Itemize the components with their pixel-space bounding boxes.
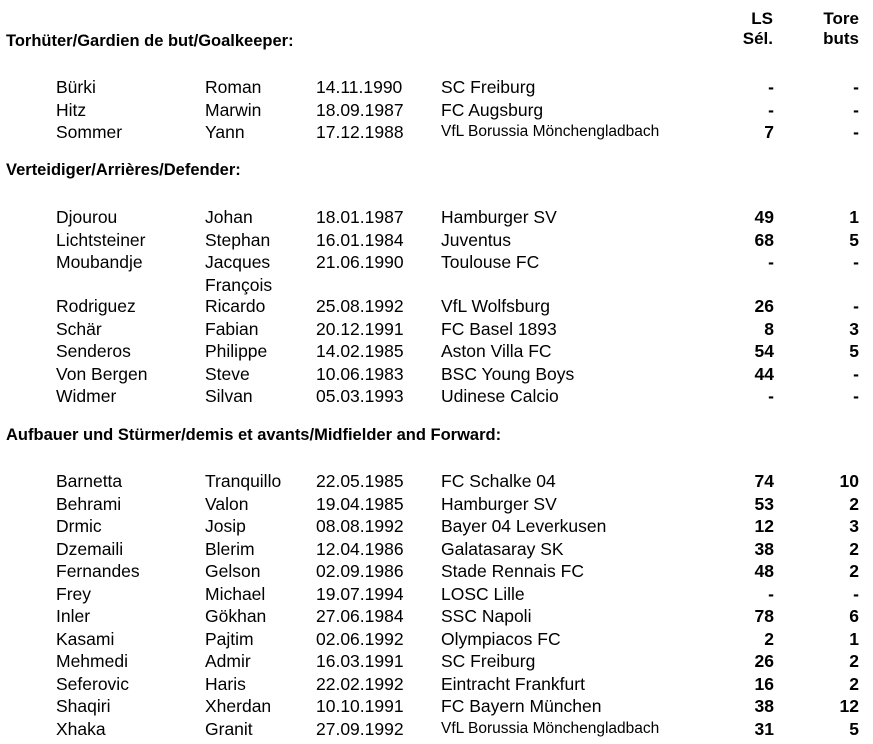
player-last-name: Shaqiri: [56, 696, 111, 716]
player-goals: 5: [849, 341, 859, 361]
player-row: [0, 76, 873, 98]
player-row: [0, 229, 873, 251]
player-club: Juventus: [441, 230, 512, 250]
player-goals: -: [853, 77, 859, 97]
goals-header-line1: Tore: [823, 9, 859, 28]
player-first-name: Jacques: [205, 252, 271, 272]
player-caps: 48: [754, 561, 774, 581]
player-caps: 68: [754, 230, 774, 250]
player-last-name: Lichtsteiner: [56, 230, 146, 250]
player-last-name: Moubandje: [56, 252, 143, 272]
player-first-name: Xherdan: [205, 696, 272, 716]
goals-column-header: [823, 9, 859, 49]
player-birth-date: 08.08.1992: [316, 516, 404, 536]
player-goals: -: [853, 252, 859, 272]
player-club: Udinese Calcio: [441, 386, 559, 406]
player-goals: 5: [849, 719, 859, 739]
player-caps: 7: [764, 122, 774, 142]
caps-header-line1: LS: [751, 9, 773, 28]
player-caps: 12: [754, 516, 774, 536]
player-caps: 8: [764, 319, 774, 339]
player-birth-date: 14.11.1990: [316, 77, 403, 97]
player-goals: 3: [849, 516, 859, 536]
player-last-name: Hitz: [56, 100, 87, 120]
player-last-name: Inler: [56, 606, 91, 626]
player-goals: 10: [839, 471, 859, 491]
player-goals: 5: [849, 230, 859, 250]
player-row: [0, 583, 873, 605]
player-last-name: Kasami: [56, 629, 115, 649]
player-last-name: Drmic: [56, 516, 102, 536]
section-title: Verteidiger/Arrières/Defender:: [6, 161, 241, 179]
player-row: [0, 673, 873, 695]
caps-column-header: [743, 9, 773, 49]
player-birth-date: 19.04.1985: [316, 494, 404, 514]
player-first-name: Roman: [205, 77, 262, 97]
player-birth-date: 16.03.1991: [316, 651, 404, 671]
player-first-name: Michael: [205, 584, 266, 604]
player-club: VfL Wolfsburg: [441, 296, 550, 316]
player-row: [0, 363, 873, 385]
player-birth-date: 20.12.1991: [316, 319, 404, 339]
player-goals: -: [853, 296, 859, 316]
player-club: VfL Borussia Mönchengladbach: [441, 123, 660, 140]
player-club: Toulouse FC: [441, 252, 540, 272]
player-goals: 12: [839, 696, 859, 716]
player-club: BSC Young Boys: [441, 364, 575, 384]
player-caps: 26: [754, 651, 774, 671]
player-last-name: Rodriguez: [56, 296, 136, 316]
player-club: SC Freiburg: [441, 77, 536, 97]
player-row: [0, 650, 873, 672]
player-birth-date: 02.09.1986: [316, 561, 404, 581]
player-club: Hamburger SV: [441, 494, 557, 514]
player-first-name: Granit: [205, 719, 253, 739]
player-first-name: Steve: [205, 364, 250, 384]
player-row: [0, 515, 873, 537]
player-goals: 1: [849, 207, 859, 227]
player-caps: 31: [754, 719, 774, 739]
player-birth-date: 27.06.1984: [316, 606, 404, 626]
player-caps: 78: [754, 606, 774, 626]
player-first-name: Josip: [205, 516, 246, 536]
player-goals: -: [853, 386, 859, 406]
player-caps: -: [768, 100, 774, 120]
player-last-name: Mehmedi: [56, 651, 128, 671]
player-caps: -: [768, 386, 774, 406]
player-first-name: Haris: [205, 674, 246, 694]
player-birth-date: 18.01.1987: [316, 207, 404, 227]
player-birth-date: 14.02.1985: [316, 341, 404, 361]
player-caps: 53: [754, 494, 774, 514]
player-birth-date: 18.09.1987: [316, 100, 404, 120]
player-last-name: Schär: [56, 319, 102, 339]
player-club: FC Augsburg: [441, 100, 544, 120]
player-goals: 2: [849, 494, 859, 514]
section-title: Torhüter/Gardien de but/Goalkeeper:: [6, 32, 294, 50]
player-first-name-continued: François: [205, 275, 273, 295]
player-birth-date: 05.03.1993: [316, 386, 404, 406]
player-last-name: Sommer: [56, 122, 123, 142]
player-club: FC Bayern München: [441, 696, 602, 716]
player-goals: 2: [849, 674, 859, 694]
player-first-name: Pajtim: [205, 629, 254, 649]
player-club: SC Freiburg: [441, 651, 536, 671]
player-club: FC Schalke 04: [441, 471, 556, 491]
player-first-name: Admir: [205, 651, 251, 671]
player-goals: 1: [849, 629, 859, 649]
player-goals: -: [853, 584, 859, 604]
player-goals: 2: [849, 539, 859, 559]
player-last-name: Bürki: [56, 77, 96, 97]
player-club: VfL Borussia Mönchengladbach: [441, 720, 660, 737]
player-birth-date: 02.06.1992: [316, 629, 404, 649]
player-caps: -: [768, 584, 774, 604]
player-birth-date: 27.09.1992: [316, 719, 404, 739]
player-row: [0, 493, 873, 515]
player-club: FC Basel 1893: [441, 319, 557, 339]
player-last-name: Behrami: [56, 494, 122, 514]
player-last-name: Xhaka: [56, 719, 106, 739]
player-goals: -: [853, 122, 859, 142]
player-first-name: Stephan: [205, 230, 271, 250]
player-last-name: Frey: [56, 584, 91, 604]
player-club: Hamburger SV: [441, 207, 557, 227]
player-goals: 2: [849, 561, 859, 581]
player-club: Aston Villa FC: [441, 341, 552, 361]
player-row: [0, 99, 873, 121]
player-first-name: Silvan: [205, 386, 253, 406]
player-birth-date: 22.05.1985: [316, 471, 404, 491]
player-goals: 6: [849, 606, 859, 626]
player-birth-date: 17.12.1988: [316, 122, 404, 142]
player-goals: -: [853, 100, 859, 120]
player-birth-date: 10.10.1991: [316, 696, 404, 716]
player-birth-date: 22.02.1992: [316, 674, 404, 694]
player-first-name: Yann: [205, 122, 245, 142]
player-last-name: Fernandes: [56, 561, 140, 581]
player-club: Galatasaray SK: [441, 539, 564, 559]
player-first-name: Fabian: [205, 319, 259, 339]
player-row: [0, 206, 873, 228]
player-last-name: Seferovic: [56, 674, 129, 694]
player-caps: 49: [754, 207, 774, 227]
player-row: [0, 538, 873, 560]
player-birth-date: 16.01.1984: [316, 230, 404, 250]
player-last-name: Barnetta: [56, 471, 123, 491]
player-caps: 74: [754, 471, 774, 491]
player-row: [0, 628, 873, 650]
player-club: Eintracht Frankfurt: [441, 674, 585, 694]
player-goals: 3: [849, 319, 859, 339]
player-first-name: Gelson: [205, 561, 261, 581]
player-row: [0, 385, 873, 407]
player-birth-date: 12.04.1986: [316, 539, 404, 559]
player-last-name: Dzemaili: [56, 539, 124, 559]
player-caps: 2: [764, 629, 774, 649]
player-club: Bayer 04 Leverkusen: [441, 516, 607, 536]
player-goals: 2: [849, 651, 859, 671]
player-club: Stade Rennais FC: [441, 561, 584, 581]
player-club: SSC Napoli: [441, 606, 532, 626]
player-club: LOSC Lille: [441, 584, 525, 604]
player-last-name: Djourou: [56, 207, 118, 227]
player-row: [0, 560, 873, 582]
player-row: [0, 295, 873, 317]
player-last-name: Widmer: [56, 386, 117, 406]
player-first-name: Blerim: [205, 539, 255, 559]
player-caps: 26: [754, 296, 774, 316]
player-club: Olympiacos FC: [441, 629, 561, 649]
player-birth-date: 21.06.1990: [316, 252, 404, 272]
goals-header-line2: buts: [823, 29, 859, 48]
player-birth-date: 25.08.1992: [316, 296, 404, 316]
player-row: [0, 121, 873, 143]
player-row: [0, 340, 873, 362]
player-row: [0, 251, 873, 273]
player-last-name: Senderos: [56, 341, 131, 361]
section-title: Aufbauer und Stürmer/demis et avants/Midfielder and Forward:: [6, 426, 502, 444]
player-row: [0, 605, 873, 627]
player-last-name: Von Bergen: [56, 364, 148, 384]
player-first-name: Marwin: [205, 100, 262, 120]
player-first-name: Valon: [205, 494, 249, 514]
player-row: [0, 718, 873, 740]
player-first-name: Gökhan: [205, 606, 267, 626]
player-birth-date: 10.06.1983: [316, 364, 404, 384]
player-row: [0, 318, 873, 340]
player-caps: 16: [754, 674, 774, 694]
player-birth-date: 19.07.1994: [316, 584, 404, 604]
player-first-name: Philippe: [205, 341, 268, 361]
player-first-name: Johan: [205, 207, 253, 227]
player-first-name: Ricardo: [205, 296, 266, 316]
player-caps: -: [768, 252, 774, 272]
player-first-name: Tranquillo: [205, 471, 282, 491]
player-caps: 54: [754, 341, 774, 361]
caps-header-line2: Sél.: [742, 29, 773, 48]
player-row: [0, 470, 873, 492]
player-row: [0, 695, 873, 717]
player-caps: 44: [754, 364, 774, 384]
player-caps: 38: [754, 696, 774, 716]
player-caps: 38: [754, 539, 774, 559]
player-goals: -: [853, 364, 859, 384]
player-caps: -: [768, 77, 774, 97]
